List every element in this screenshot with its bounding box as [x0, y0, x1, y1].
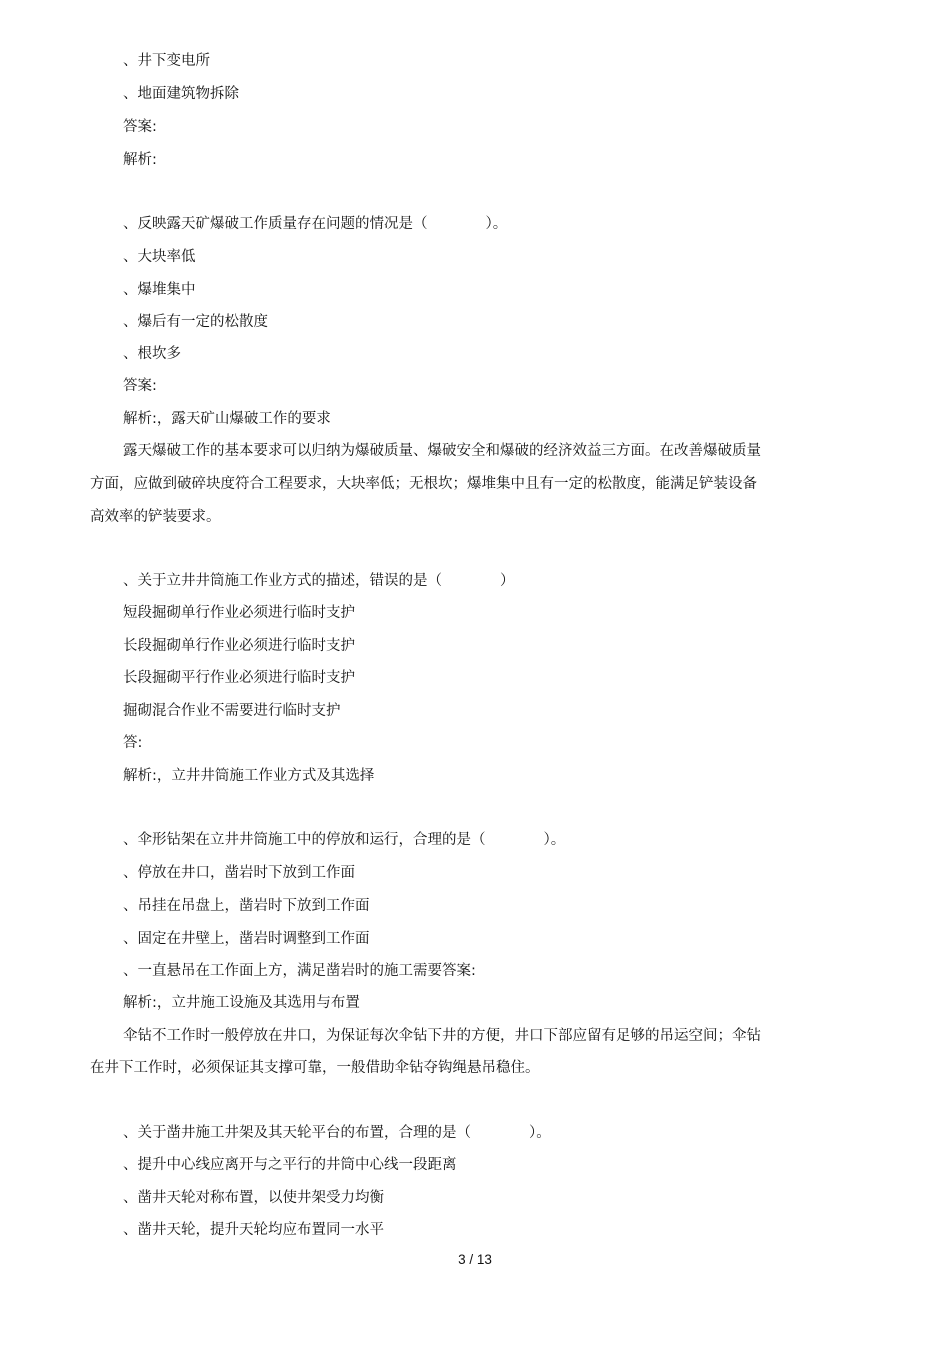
q3-analysis: 解析:，立井施工设施及其选用与布置: [123, 995, 360, 1011]
q1-option-a: 、大块率低: [123, 249, 196, 265]
q2-option-a: 短段掘砌单行作业必须进行临时支护: [123, 605, 355, 621]
q1-stem: 、反映露天矿爆破工作质量存在问题的情况是（ ）。: [123, 216, 508, 232]
q0-answer: 答案:: [123, 119, 157, 135]
q1-answer: 答案:: [123, 378, 157, 394]
q4-option-b: 、凿井天轮对称布置，以使井架受力均衡: [123, 1190, 384, 1206]
q2-option-b: 长段掘砌单行作业必须进行临时支护: [123, 638, 355, 654]
q1-option-d: 、根坎多: [123, 346, 181, 362]
q3-option-b: 、吊挂在吊盘上，凿岩时下放到工作面: [123, 898, 370, 914]
q2-analysis: 解析:，立井井筒施工作业方式及其选择: [123, 768, 375, 784]
page-number: 3 / 13: [458, 1252, 492, 1267]
q1-analysis: 解析:，露天矿山爆破工作的要求: [123, 411, 331, 427]
q3-explanation-line-2: 在井下工作时，必须保证其支撑可靠，一般借助伞钻夺钩绳悬吊稳住。: [90, 1060, 540, 1076]
q3-stem: 、伞形钻架在立井井筒施工中的停放和运行，合理的是（ ）。: [123, 832, 566, 848]
q1-option-b: 、爆堆集中: [123, 282, 196, 298]
q2-option-c: 长段掘砌平行作业必须进行临时支护: [123, 670, 355, 686]
q3-explanation-line-1: 伞钻不工作时一般停放在井口，为保证每次伞钻下井的方便，井口下部应留有足够的吊运空间；伞钻: [123, 1028, 761, 1044]
q3-option-c: 、固定在井壁上，凿岩时调整到工作面: [123, 931, 370, 947]
q1-explanation-line-3: 高效率的铲装要求。: [90, 509, 221, 525]
q4-stem: 、关于凿井施工井架及其天轮平台的布置，合理的是（ ）。: [123, 1125, 551, 1141]
q4-option-c: 、凿井天轮，提升天轮均应布置同一水平: [123, 1222, 384, 1238]
q4-option-a: 、提升中心线应离开与之平行的井筒中心线一段距离: [123, 1157, 457, 1173]
q1-explanation-line-2: 方面，应做到破碎块度符合工程要求，大块率低；无根坎；爆堆集中且有一定的松散度，能满足铲装设备: [90, 476, 757, 492]
q0-option-c: 、井下变电所: [123, 53, 210, 69]
q2-stem: 、关于立井井筒施工作业方式的描述，错误的是（ ）: [123, 573, 515, 589]
q0-option-d: 、地面建筑物拆除: [123, 86, 239, 102]
q3-option-d: 、一直悬吊在工作面上方，满足凿岩时的施工需要答案:: [123, 963, 476, 979]
q2-answer: 答:: [123, 735, 143, 751]
q2-option-d: 掘砌混合作业不需要进行临时支护: [123, 703, 341, 719]
q3-option-a: 、停放在井口，凿岩时下放到工作面: [123, 865, 355, 881]
q1-option-c: 、爆后有一定的松散度: [123, 314, 268, 330]
q0-analysis: 解析:: [123, 152, 157, 168]
q1-explanation-line-1: 露天爆破工作的基本要求可以归纳为爆破质量、爆破安全和爆破的经济效益三方面。在改善爆破质量: [123, 443, 761, 459]
